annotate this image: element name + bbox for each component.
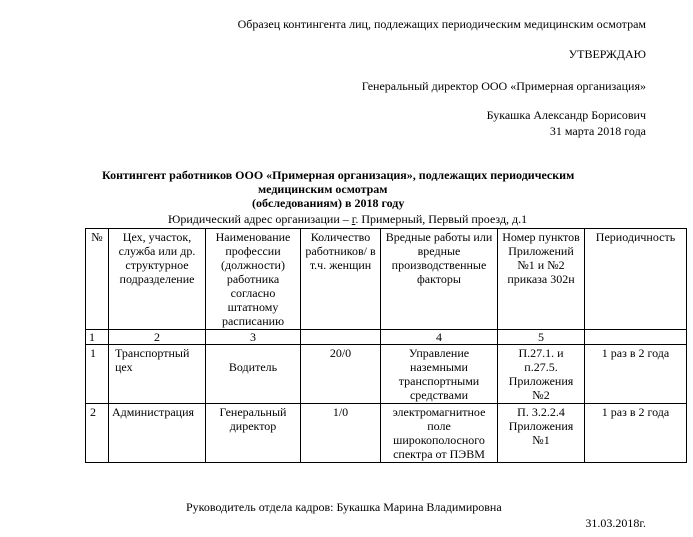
column-number-cell: 4 (381, 330, 498, 345)
department-cell: Администрация (109, 404, 206, 463)
column-number-row (86, 330, 687, 345)
approve-label: УТВЕРЖДАЮ (568, 47, 646, 61)
header-cell-factors: Вредные работы или вредные производственные факторы (381, 229, 498, 330)
header-cell-number: № (86, 229, 109, 330)
factors-cell: электромагнитное поле широкополосного спектра от ПЭВМ (381, 404, 498, 463)
column-number-cell: 3 (206, 330, 301, 345)
table-header-row (86, 229, 687, 330)
doc-title-line3: (обследованиям) в 2018 году (252, 196, 405, 210)
header-cell-periodicity: Периодичность (585, 229, 687, 330)
periodicity-cell: 1 раз в 2 года (585, 404, 687, 463)
legal-address (168, 212, 527, 226)
table-row (86, 345, 687, 404)
profession-cell: Генеральный директор (206, 404, 301, 463)
doc-title-line2: медицинским осмотрам (258, 182, 388, 196)
column-number-cell (585, 330, 687, 345)
column-number-cell: 2 (109, 330, 206, 345)
points-cell: П. 3.2.2.4 Приложения №1 (498, 404, 585, 463)
count-cell: 20/0 (301, 345, 381, 404)
table-row (86, 404, 687, 463)
footer-date: 31.03.2018г. (585, 516, 646, 530)
header-cell-department: Цех, участок, служба или др. структурное подразделение (109, 229, 206, 330)
header-cell-points: Номер пунктов Приложений №1 и №2 приказа 302н (498, 229, 585, 330)
header-cell-count: Количество работников/ в т.ч. женщин (301, 229, 381, 330)
row-number-cell: 1 (86, 345, 109, 404)
points-cell: П.27.1. и п.27.5. Приложения №2 (498, 345, 585, 404)
column-number-cell: 1 (86, 330, 109, 345)
address-prefix: Юридический адрес организации – (168, 212, 352, 226)
address-city-abbr: г (351, 212, 356, 226)
address-rest: . Примерный, Первый проезд, д.1 (355, 212, 528, 226)
department-cell: Транспортный цех (109, 345, 206, 404)
profession-cell: Водитель (206, 345, 301, 404)
sample-title: Образец контингента лиц, подлежащих периодическим медицинским осмотрам (237, 17, 646, 31)
count-cell: 1/0 (301, 404, 381, 463)
row-number-cell: 2 (86, 404, 109, 463)
column-number-cell: 5 (498, 330, 585, 345)
column-number-cell (301, 330, 381, 345)
periodicity-cell: 1 раз в 2 года (585, 345, 687, 404)
approve-date: 31 марта 2018 года (549, 124, 646, 138)
hr-signature: Руководитель отдела кадров: Букашка Марина Владимировна (186, 500, 502, 514)
contingent-table (85, 228, 687, 463)
director-position: Генеральный директор ООО «Примерная организация» (361, 79, 646, 93)
director-name: Букашка Александр Борисович (486, 108, 646, 122)
doc-title-line1: Контингент работников ООО «Примерная организация», подлежащих периодическим (102, 168, 575, 182)
factors-cell: Управление наземными транспортными средствами (381, 345, 498, 404)
header-cell-profession: Наименование профессии (должности) работника согласно штатному расписанию (206, 229, 301, 330)
